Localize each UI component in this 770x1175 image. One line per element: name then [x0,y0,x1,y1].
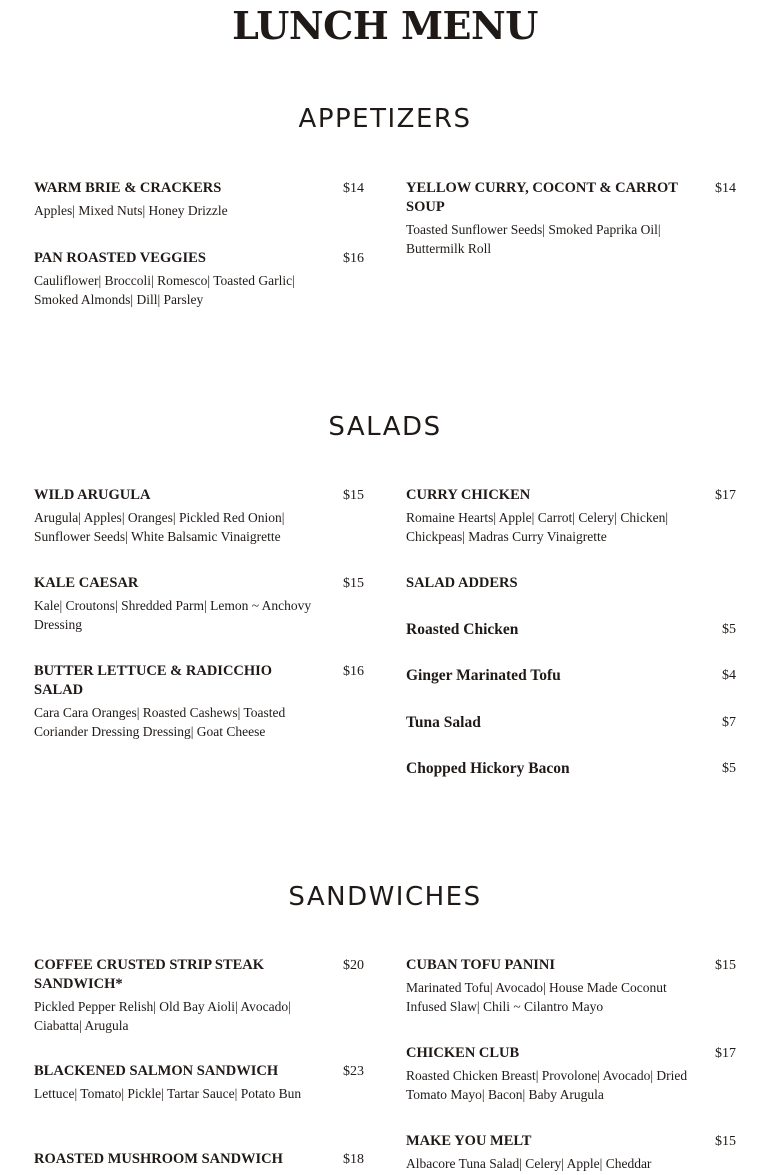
item-price: $20 [343,958,364,973]
item-description: Cauliflower| Broccoli| Romesco| Toasted Garlic| Smoked Almonds| Dill| Parsley [34,273,295,307]
item-price: $15 [343,488,364,503]
adder-item [406,666,736,686]
item-name: COFFEE CRUSTED STRIP STEAK SANDWICH* [34,957,265,992]
item-description: Arugula| Apples| Oranges| Pickled Red Onion| Sunflower Seeds| White Balsamic Vinaigrette [34,510,285,544]
adders-title: SALAD ADDERS [406,575,518,591]
item-name: WARM BRIE & CRACKERS [34,180,222,196]
item-name: ROASTED MUSHROOM SANDWICH [34,1151,283,1167]
menu-item [406,956,736,1016]
item-price: $15 [715,958,736,973]
item-price: $17 [715,488,736,503]
salad-adders-heading [406,574,736,593]
adder-price: $5 [722,622,736,637]
menu-item [406,1132,736,1174]
item-description: Kale| Croutons| Shredded Parm| Lemon ~ Anchovy Dressing [34,598,312,632]
item-name: CHICKEN CLUB [406,1045,520,1061]
adder-price: $4 [722,668,736,683]
adder-item [406,620,736,640]
item-price: $16 [343,251,364,266]
item-description: Roasted Chicken Breast| Provolone| Avocado| Dried Tomato Mayo| Bacon| Baby Arugula [406,1068,688,1102]
adder-item [406,713,736,733]
adder-name: Tuna Salad [406,714,481,731]
menu-item [34,662,364,741]
menu-item [406,179,736,258]
item-name: MAKE YOU MELT [406,1133,532,1149]
menu-item [406,486,736,546]
item-description: Romaine Hearts| Apple| Carrot| Celery| Chicken| Chickpeas| Madras Curry Vinaigrette [406,510,669,544]
item-price: $18 [343,1152,364,1167]
item-description: Lettuce| Tomato| Pickle| Tartar Sauce| Potato Bun [34,1086,302,1101]
section-title-salads: SALADS [328,412,442,442]
menu-item [34,1150,364,1169]
menu-item [34,179,364,221]
item-price: $16 [343,664,364,679]
menu-item [34,574,364,634]
item-name: WILD ARUGULA [34,487,151,503]
adder-item [406,759,736,779]
item-name: BLACKENED SALMON SANDWICH [34,1063,279,1079]
page-title: LUNCH MENU [232,3,538,48]
item-price: $14 [343,181,364,196]
item-name: PAN ROASTED VEGGIES [34,250,206,266]
item-description: Cara Cara Oranges| Roasted Cashews| Toasted Coriander Dressing Dressing| Goat Cheese [34,705,286,739]
item-price: $15 [343,576,364,591]
adder-name: Chopped Hickory Bacon [406,760,570,777]
item-name: CURRY CHICKEN [406,487,531,503]
item-price: $14 [715,181,736,196]
section-title-sandwiches: SANDWICHES [288,882,482,912]
item-name: KALE CAESAR [34,575,139,591]
item-name: YELLOW CURRY, COCONT & CARROT SOUP [406,180,678,215]
item-price: $23 [343,1064,364,1079]
item-description: Albacore Tuna Salad| Celery| Apple| Cheddar [406,1156,652,1171]
item-price: $15 [715,1134,736,1149]
item-description: Pickled Pepper Relish| Old Bay Aioli| Avocado| Ciabatta| Arugula [34,999,291,1033]
item-name: BUTTER LETTUCE & RADICCHIO SALAD [34,663,273,698]
adder-price: $5 [722,761,736,776]
item-price: $17 [715,1046,736,1061]
menu-item [34,249,364,309]
adder-name: Ginger Marinated Tofu [406,667,561,684]
menu-item [34,956,364,1035]
item-description: Toasted Sunflower Seeds| Smoked Paprika Oil| Buttermilk Roll [406,222,661,256]
menu-item [34,486,364,546]
adder-price: $7 [722,715,736,730]
item-name: CUBAN TOFU PANINI [406,957,556,973]
menu-item [406,1044,736,1104]
section-title-appetizers: APPETIZERS [298,104,472,134]
item-description: Apples| Mixed Nuts| Honey Drizzle [34,203,228,218]
menu-item [34,1062,364,1104]
adder-name: Roasted Chicken [406,621,519,638]
item-description: Marinated Tofu| Avocado| House Made Coconut Infused Slaw| Chili ~ Cilantro Mayo [406,980,667,1014]
